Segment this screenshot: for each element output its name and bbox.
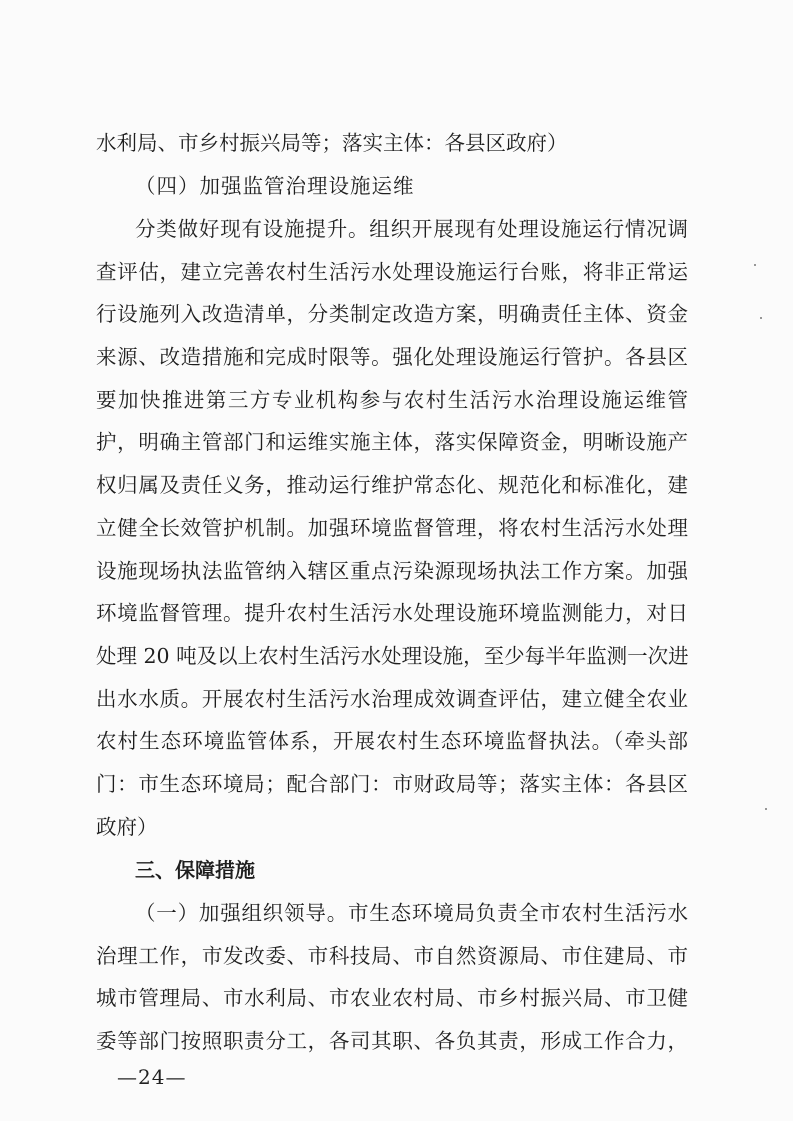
text-line-8: 护，明确主管部门和运维实施主体，落实保障资金，明晰设施产 bbox=[96, 430, 688, 454]
text-line-17: 政府） bbox=[96, 815, 158, 839]
text-line-15: 农村生态环境监管体系，开展农村生态环境监督执法。（牵头部 bbox=[96, 729, 688, 753]
text-line-12: 环境监督管理。提升农村生活污水处理设施环境监测能力，对日 bbox=[96, 601, 688, 625]
text-line-19: （一）加强组织领导。市生态环境局负责全市农村生活污水 bbox=[135, 901, 688, 925]
text-line-13: 处理 20 吨及以上农村生活污水处理设施，至少每半年监测一次进 bbox=[96, 644, 689, 668]
text-line-5: 行设施列入改造清单，分类制定改造方案，明确责任主体、资金 bbox=[96, 302, 688, 326]
text-line-9: 权归属及责任义务，推动运行维护常态化、规范化和标准化，建 bbox=[96, 473, 688, 497]
text-line-4: 查评估，建立完善农村生活污水处理设施运行台账，将非正常运 bbox=[96, 260, 688, 284]
section-heading-3: 三、保障措施 bbox=[135, 858, 255, 882]
text-line-7: 要加快推进第三方专业机构参与农村生活污水治理设施运维管 bbox=[96, 388, 688, 412]
text-line-3: 分类做好现有设施提升。组织开展现有处理设施运行情况调 bbox=[135, 217, 688, 241]
text-line-22: 委等部门按照职责分工，各司其职、各负其责，形成工作合力， bbox=[96, 1029, 688, 1053]
section-heading-4: （四）加强监管治理设施运维 bbox=[135, 174, 415, 198]
text-line-16: 门：市生态环境局；配合部门：市财政局等；落实主体：各县区 bbox=[96, 772, 688, 796]
text-line-21: 城市管理局、市水利局、市农业农村局、市乡村振兴局、市卫健 bbox=[96, 986, 688, 1010]
text-line-11: 设施现场执法监管纳入辖区重点污染源现场执法工作方案。加强 bbox=[96, 559, 688, 583]
text-line-10: 立健全长效管护机制。加强环境监督管理，将农村生活污水处理 bbox=[96, 516, 688, 540]
page-number: —24— bbox=[117, 1065, 187, 1089]
scan-speck bbox=[754, 264, 756, 266]
text-line-14: 出水水质。开展农村生活污水治理成效调查评估，建立健全农业 bbox=[96, 687, 688, 711]
text-line-20: 治理工作，市发改委、市科技局、市自然资源局、市住建局、市 bbox=[96, 944, 688, 968]
scan-speck bbox=[760, 317, 762, 319]
text-line-6: 来源、改造措施和完成时限等。强化处理设施运行管护。各县区 bbox=[96, 345, 688, 369]
text-line-1: 水利局、市乡村振兴局等；落实主体：各县区政府） bbox=[96, 131, 568, 155]
scan-speck bbox=[765, 808, 767, 810]
